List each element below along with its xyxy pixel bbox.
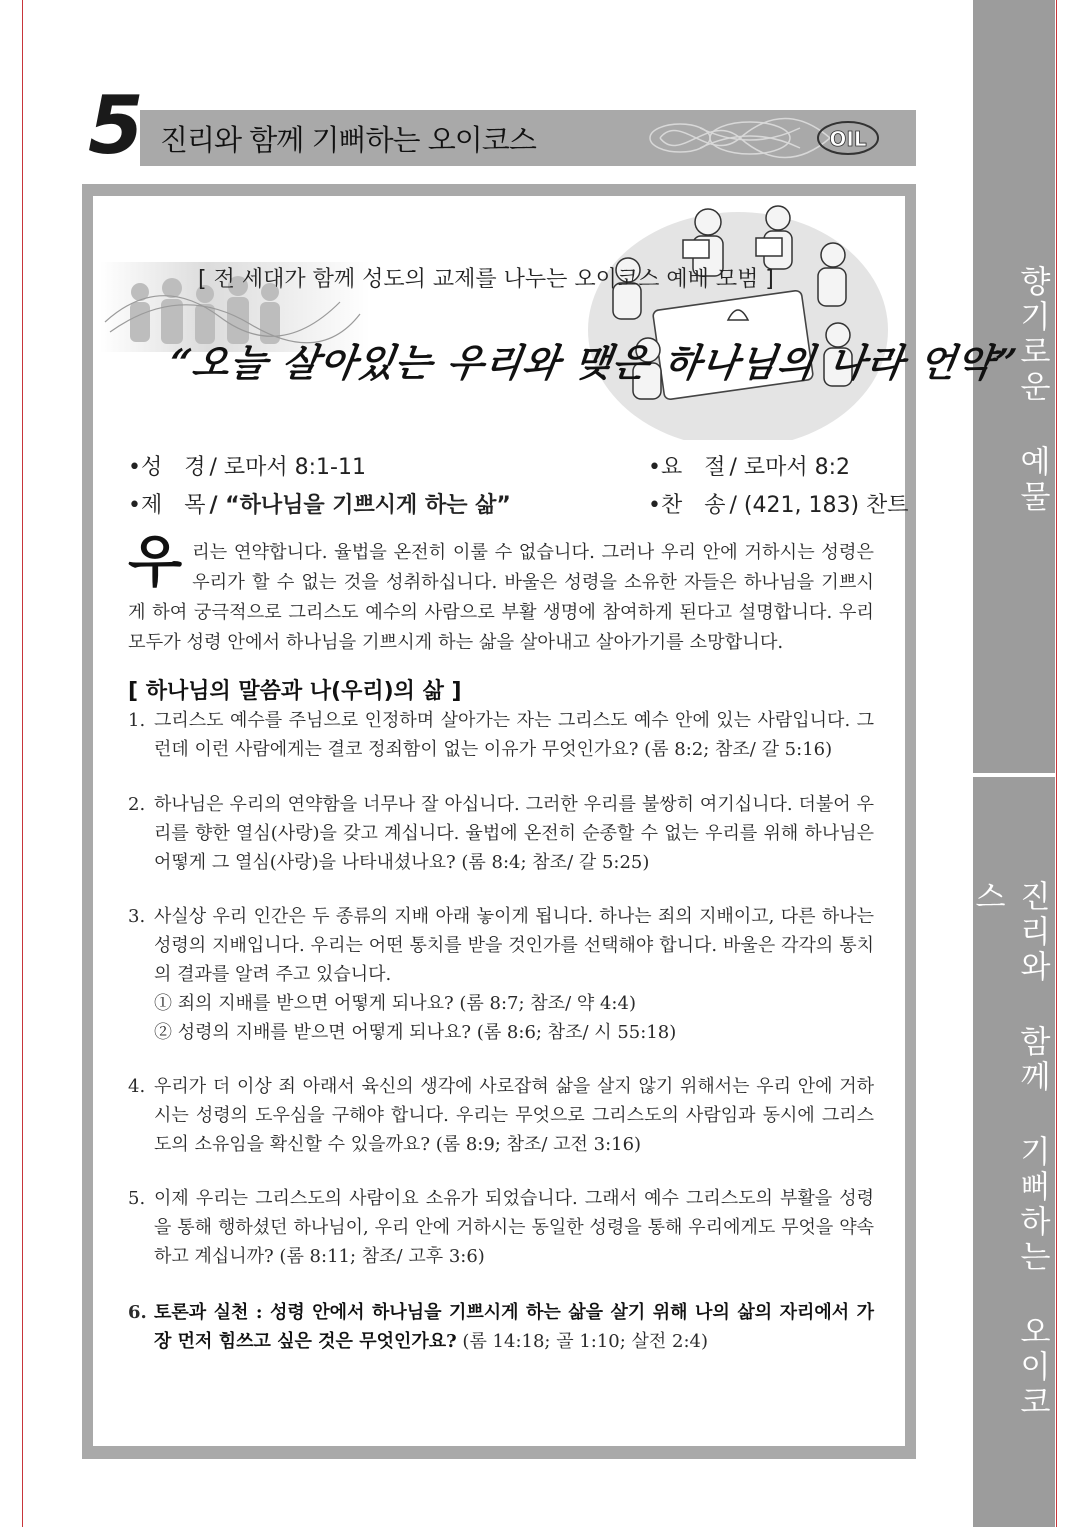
side-tab-divider — [973, 773, 1055, 777]
intro-text: 리는 연약합니다. 율법을 온전히 이룰 수 없습니다. 그러나 우리 안에 거하시는 성령은 우리가 할 수 없는 것을 성취하십니다. 바울은 성령을 소유한 자들은 하나님을 기쁘시게 하여 궁극적으로 그리스도 예수의 사람으로 부활 생명에 참여하게 된다고 설명합니다. 우리 모두가 성령 안에서 하나님을 기쁘시게 하는 삶을 살아내고 살아가기를 소망합니다. — [128, 542, 874, 653]
key-verse-info — [648, 450, 850, 481]
intro-paragraph — [128, 530, 874, 658]
hymn-info — [648, 488, 909, 519]
theme-quote: “오늘 살아있는 우리와 맺은 하나님의 나라 언약” — [166, 340, 1021, 385]
question-text: 이제 우리는 그리스도의 사람이요 소유가 되었습니다. 그래서 예수 그리스도의 부활을 성령을 통해 행하셨던 하나님이, 우리 안에 거하시는 동일한 성령을 통해 우리에게도 무엇을 약속하고 계십니까? (롬 8:11; 참조/ 고후 3:6) — [154, 1188, 874, 1267]
question-item — [128, 706, 874, 764]
question-number: 5. — [128, 1188, 146, 1209]
question-text: 토론과 실천 : 성령 안에서 하나님을 기쁘시게 하는 삶을 살기 위해 나의 삶의 자리에서 가장 먼저 힘쓰고 싶은 것은 무엇인가요? — [154, 1302, 875, 1352]
question-number: 1. — [128, 710, 146, 731]
question-item — [128, 902, 874, 1047]
title-label: •제 목 — [128, 493, 206, 518]
question-item — [128, 1298, 874, 1356]
scripture-value: / 로마서 8:1-11 — [209, 455, 366, 480]
scripture-label: •성 경 — [128, 455, 206, 480]
worship-model-heading: [ 전 세대가 함께 성도의 교제를 나누는 오이코스 예배 모범 ] — [198, 267, 774, 292]
question-number: 6. — [128, 1302, 147, 1323]
question-text: 그리스도 예수를 주님으로 인정하며 살아가는 자는 그리스도 예수 안에 있는 사람입니다. 그런데 이런 사람에게는 결코 정죄함이 없는 이유가 무엇인가요? (롬 8:2; 참조/ 갈 5:16) — [154, 710, 874, 760]
question-item — [128, 1184, 874, 1271]
question-number: 2. — [128, 794, 146, 815]
question-text: 우리가 더 이상 죄 아래서 육신의 생각에 사로잡혀 삶을 살지 않기 위해서는 우리 안에 거하시는 성령의 도우심을 구해야 합니다. 우리는 무엇으로 그리스도의 사람임과 동시에 그리스도의 소유임을 확신할 수 있을까요? (롬 8:9; 참조/ 고전 3:16) — [154, 1076, 874, 1155]
key-verse-label: •요 절 — [648, 455, 726, 480]
question-text: 사실상 우리 인간은 두 종류의 지배 아래 놓이게 됩니다. 하나는 죄의 지배이고, 다른 하나는 성령의 지배입니다. 우리는 어떤 통치를 받을 것인가를 선택해야 합니다. 바울은 각각의 통치의 결과를 알려 주고 있습니다. — [154, 906, 874, 985]
hymn-label: •찬 송 — [648, 493, 726, 518]
title-info — [128, 488, 511, 519]
header-ornament — [640, 112, 890, 164]
question-number: 4. — [128, 1076, 146, 1097]
question-subitem: ① 죄의 지배를 받으면 어떻게 되나요? (롬 8:7; 참조/ 약 4:4) — [154, 993, 636, 1014]
family-worship-illustration — [588, 200, 888, 440]
question-subitem: ② 성령의 지배를 받으면 어떻게 되나요? (롬 8:6; 참조/ 시 55:18) — [154, 1022, 677, 1043]
question-number: 3. — [128, 906, 146, 927]
chapter-title: 진리와 함께 기뻐하는 오이코스 — [160, 123, 536, 157]
question-reference: (롬 14:18; 골 1:10; 살전 2:4) — [456, 1331, 709, 1352]
intro-dropcap: 우 — [128, 530, 183, 595]
question-item — [128, 790, 874, 877]
question-text: 하나님은 우리의 연약함을 너무나 잘 아십니다. 그러한 우리를 불쌍히 여기십니다. 더불어 우리를 향한 열심(사랑)을 갖고 계십니다. 율법에 온전히 순종할 수 없는 우리를 위해 하나님은 어떻게 그 열심(사랑)을 나타내셨나요? (롬 8:4; 참조/ 갈 5:25) — [154, 794, 874, 873]
key-verse-value: / 로마서 8:2 — [729, 455, 851, 480]
side-tab-label-top: 향기로운 예물 — [1014, 265, 1050, 515]
question-item — [128, 1072, 874, 1159]
ornament-mark: OIL — [829, 127, 867, 151]
title-value: / “하나님을 기쁘시게 하는 삶” — [209, 493, 511, 518]
chapter-number: 5 — [88, 79, 144, 172]
hymn-value: / (421, 183) 찬트 — [729, 493, 909, 518]
scripture-info — [128, 450, 366, 481]
side-tab-label-bottom: 진리와 함께 기뻐하는 오이코스 — [969, 880, 1050, 1420]
section-title: [ 하나님의 말씀과 나(우리)의 삶 ] — [128, 679, 462, 704]
